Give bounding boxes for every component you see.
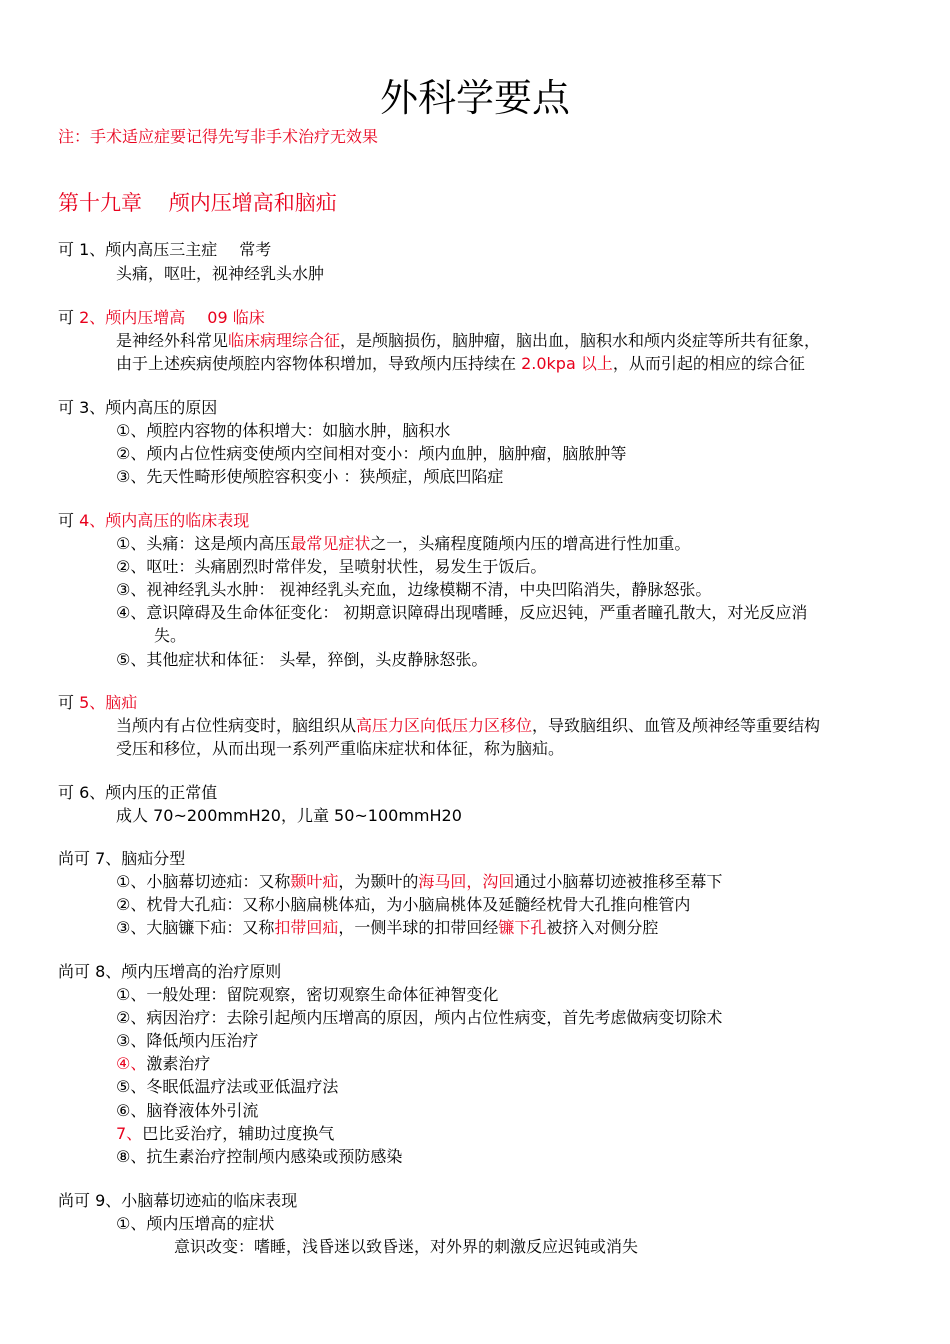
section-3-heading: 可 3、颅内高压的原因 bbox=[58, 398, 218, 417]
section-6-body: 成人 70~200mmH20，儿童 50~100mmH20 bbox=[116, 806, 462, 825]
page-title: 外科学要点 bbox=[379, 76, 570, 120]
section-5-heading: 可 5、脑疝 bbox=[58, 693, 138, 712]
section-8-item: ②、病因治疗：去除引起颅内压增高的原因，颅内占位性病变，首先考虑做病变切除术 bbox=[116, 1008, 723, 1027]
highlight-text: 海马回，沟回 bbox=[418, 872, 515, 891]
highlight-text: 最常见症状 bbox=[290, 534, 371, 553]
section-5-line-1: 当颅内有占位性病变时，脑组织从高压力区向低压力区移位，导致脑组织、血管及颅神经等重要结构 bbox=[116, 716, 821, 735]
section-1-body: 头痛，呕吐，视神经乳头水肿 bbox=[116, 264, 325, 283]
section-8-item: ⑤、冬眠低温疗法或亚低温疗法 bbox=[116, 1077, 339, 1096]
section-9-subitem: 意识改变：嗜睡，浅昏迷以致昏迷，对外界的刺激反应迟钝或消失 bbox=[174, 1237, 639, 1256]
section-3-item: ③、先天性畸形使颅腔容积变小 ：狭颅症，颅底凹陷症 bbox=[116, 467, 504, 486]
section-2-line-1: 是神经外科常见临床病理综合征，是颅脑损伤，脑肿瘤，脑出血，脑积水和颅内炎症等所共有征象， bbox=[116, 331, 821, 350]
section-2-title: 2、颅内压增高 bbox=[79, 308, 186, 327]
section-4-item-continued: 失。 bbox=[154, 626, 187, 645]
section-1-title: 颅内高压三主症 bbox=[105, 240, 218, 259]
highlight-text: 扣带回疝 bbox=[274, 918, 339, 937]
section-2-tag: 09 临床 bbox=[207, 308, 265, 327]
section-2-line-2: 由于上述疾病使颅腔内容物体积增加，导致颅内压持续在 2.0kpa 以上，从而引起的相应的综合征 bbox=[116, 354, 805, 373]
section-6-heading: 可 6、颅内压的正常值 bbox=[58, 783, 218, 802]
highlight-text: 镰下孔 bbox=[498, 918, 547, 937]
section-7-item: ①、小脑幕切迹疝：又称颞叶疝，为颞叶的海马回，沟回通过小脑幕切迹被推移至幕下 bbox=[116, 872, 723, 891]
section-8-item: ③、降低颅内压治疗 bbox=[116, 1031, 259, 1050]
highlight-text: 2.0kpa 以上 bbox=[521, 354, 613, 373]
highlight-text: 临床病理综合征 bbox=[228, 331, 341, 350]
note: 注：手术适应症要记得先写非手术治疗无效果 bbox=[58, 127, 379, 146]
section-9-item: ①、颅内压增高的症状 bbox=[116, 1214, 275, 1233]
section-1-prefix: 可 1、 bbox=[58, 240, 106, 259]
section-8-heading: 尚可 8、颅内压增高的治疗原则 bbox=[58, 962, 282, 981]
section-4-heading: 可 4、颅内高压的临床表现 bbox=[58, 511, 250, 530]
section-4-item: ③、视神经乳头水肿： 视神经乳头充血，边缘模糊不清，中央凹陷消失，静脉怒张。 bbox=[116, 580, 712, 599]
section-4-item: ①、头痛：这是颅内高压最常见症状之一，头痛程度随颅内压的增高进行性加重。 bbox=[116, 534, 691, 553]
section-4-item: ②、呕吐：头痛剧烈时常伴发，呈喷射状性，易发生于饭后。 bbox=[116, 557, 547, 576]
section-8-item: ①、一般处理：留院观察，密切观察生命体征神智变化 bbox=[116, 985, 499, 1004]
section-8-item: ⑧、抗生素治疗控制颅内感染或预防感染 bbox=[116, 1147, 403, 1166]
section-4-item: ④、意识障碍及生命体征变化： 初期意识障碍出现嗜睡，反应迟钝，严重者瞳孔散大，对光反应消 bbox=[116, 603, 808, 622]
section-7-heading: 尚可 7、脑疝分型 bbox=[58, 849, 186, 868]
section-7-item: ②、枕骨大孔疝：又称小脑扁桃体疝，为小脑扁桃体及延髓经枕骨大孔推向椎管内 bbox=[116, 895, 691, 914]
section-4-item: ⑤、其他症状和体征： 头晕，猝倒，头皮静脉怒张。 bbox=[116, 650, 488, 669]
section-3-item: ②、颅内占位性病变使颅内空间相对变小：颅内血肿，脑肿瘤，脑脓肿等 bbox=[116, 444, 627, 463]
section-1-tag: 常考 bbox=[239, 240, 272, 259]
section-5-line-2: 受压和移位，从而出现一系列严重临床症状和体征，称为脑疝。 bbox=[116, 739, 565, 758]
section-7-item: ③、大脑镰下疝：又称扣带回疝，一侧半球的扣带回经镰下孔被挤入对侧分腔 bbox=[116, 918, 659, 937]
section-2-heading bbox=[58, 306, 265, 329]
section-2-prefix: 可 bbox=[58, 308, 80, 327]
highlight-text: 高压力区向低压力区移位 bbox=[356, 716, 533, 735]
section-3-item: ①、颅腔内容物的体积增大：如脑水肿，脑积水 bbox=[116, 421, 451, 440]
section-1-heading bbox=[58, 238, 271, 261]
section-8-item: 7、巴比妥治疗，辅助过度换气 bbox=[116, 1124, 335, 1143]
chapter-heading bbox=[58, 188, 337, 218]
section-9-heading: 尚可 9、小脑幕切迹疝的临床表现 bbox=[58, 1191, 298, 1210]
chapter-number: 第十九章 bbox=[58, 191, 142, 215]
section-8-item: ⑥、脑脊液体外引流 bbox=[116, 1101, 259, 1120]
highlight-text: 颞叶疝 bbox=[290, 872, 339, 891]
section-8-item: ④、激素治疗 bbox=[116, 1054, 211, 1073]
chapter-name: 颅内压增高和脑疝 bbox=[168, 191, 337, 215]
